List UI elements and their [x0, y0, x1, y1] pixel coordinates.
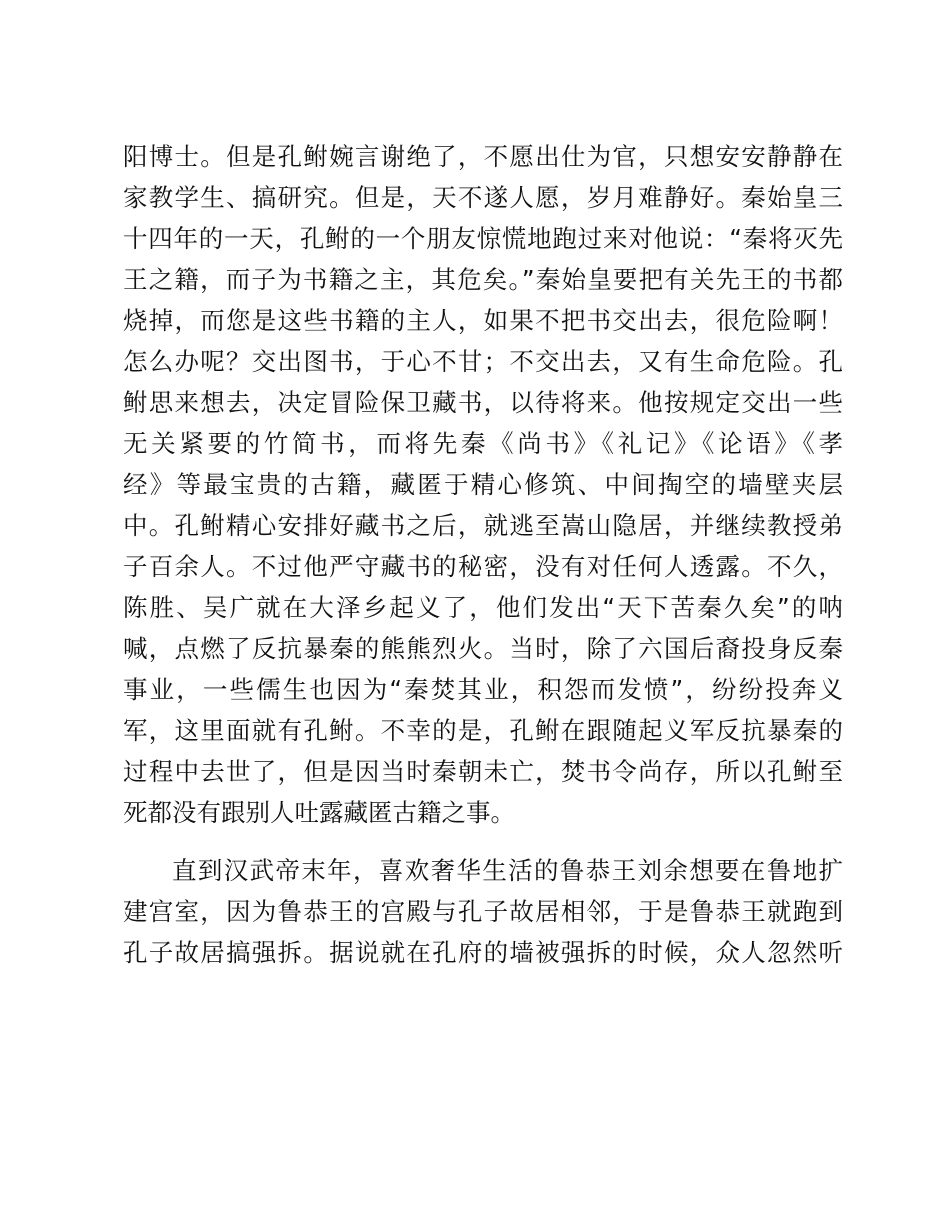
text-line: 烧掉，而您是这些书籍的主人，如果不把书交出去，很危险啊！: [123, 306, 843, 335]
text-line: 过程中去世了，但是因当时秦朝未亡，焚书令尚存，所以孔鲋至: [123, 757, 843, 786]
body-text: [123, 136, 843, 973]
text-line: 中。孔鲋精心安排好藏书之后，就逃至嵩山隐居，并继续教授弟: [123, 511, 843, 540]
text-line: 直到汉武帝末年，喜欢奢华生活的鲁恭王刘余想要在鲁地扩: [172, 856, 843, 885]
text-line: 鲋思来想去，决定冒险保卫藏书，以待将来。他按规定交出一些: [123, 388, 843, 417]
text-line: 建宫室，因为鲁恭王的宫殿与孔子故居相邻，于是鲁恭王就跑到: [123, 897, 843, 926]
paragraph-2: [123, 850, 843, 973]
paragraph-spacer: [123, 833, 843, 850]
paragraph-1: [123, 136, 843, 833]
text-line: 事业，一些儒生也因为“秦焚其业，积怨而发愤”，纷纷投奔义: [123, 675, 843, 704]
text-line: 阳博士。但是孔鲋婉言谢绝了，不愿出仕为官，只想安安静静在: [123, 142, 843, 171]
text-line: 怎么办呢？交出图书，于心不甘；不交出去，又有生命危险。孔: [123, 347, 843, 376]
text-line: 十四年的一天，孔鲋的一个朋友惊慌地跑过来对他说：“秦将灭先: [123, 224, 843, 253]
text-line: 死都没有跟别人吐露藏匿古籍之事。: [123, 798, 515, 827]
text-line: 无关紧要的竹简书，而将先秦《尚书》《礼记》《论语》《孝: [123, 429, 843, 458]
text-line: 子百余人。不过他严守藏书的秘密，没有对任何人透露。不久，: [123, 552, 843, 581]
text-line: 孔子故居搞强拆。据说就在孔府的墙被强拆的时候，众人忽然听: [123, 938, 843, 967]
text-line: 家教学生、搞研究。但是，天不遂人愿，岁月难静好。秦始皇三: [123, 183, 843, 212]
text-line: 陈胜、吴广就在大泽乡起义了，他们发出“天下苦秦久矣”的呐: [123, 593, 843, 622]
text-line: 王之籍，而子为书籍之主，其危矣。”秦始皇要把有关先王的书都: [123, 265, 843, 294]
text-line: 经》等最宝贵的古籍，藏匿于精心修筑、中间掏空的墙壁夹层: [123, 470, 843, 499]
text-line: 军，这里面就有孔鲋。不幸的是，孔鲋在跟随起义军反抗暴秦的: [123, 716, 843, 745]
text-line: 喊，点燃了反抗暴秦的熊熊烈火。当时，除了六国后裔投身反秦: [123, 634, 843, 663]
